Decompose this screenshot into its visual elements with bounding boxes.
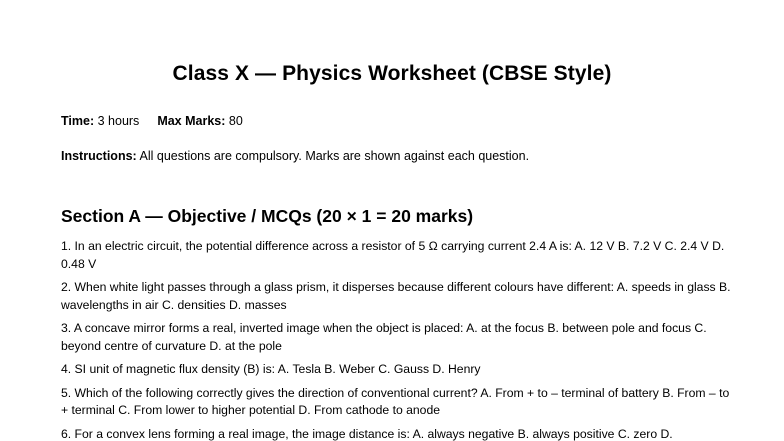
section-a-heading: Section A — Objective / MCQs (20 × 1 = 20 marks) [61, 206, 474, 226]
max-marks-value: 80 [228, 114, 243, 128]
question-list [61, 238, 733, 441]
instructions-text: All questions are compulsory. Marks are shown against each question. [139, 149, 530, 163]
question-5: 5. Which of the following correctly gives the direction of conventional current? A. From + to – terminal of battery B. From – to + terminal C. From lower to higher potential D. From cathode to anode [61, 385, 730, 417]
question-1: 1. In an electric circuit, the potential difference across a resistor of 5 Ω carrying current 2.4 A is: A. 12 V B. 7.2 V C. 2.4 V D. 0.48 V [61, 239, 725, 271]
instructions-label: Instructions: [61, 149, 137, 163]
question-4: 4. SI unit of magnetic flux density (B) is: A. Tesla B. Weber C. Gauss D. Henry [61, 362, 481, 376]
page-title: Class X — Physics Worksheet (CBSE Style) [172, 62, 612, 85]
instructions [61, 149, 529, 163]
time-value: 3 hours [97, 114, 140, 128]
exam-meta [61, 114, 243, 128]
question-2: 2. When white light passes through a glass prism, it disperses because different colours have different: A. speeds in glass B. wavelengths in air C. densities D. masses [61, 280, 731, 312]
time-label: Time: [61, 114, 95, 128]
question-6: 6. For a convex lens forming a real image, the image distance is: A. always negative B. always positive C. zero D. [61, 426, 673, 441]
max-marks-label: Max Marks: [157, 114, 226, 128]
question-3: 3. A concave mirror forms a real, inverted image when the object is placed: A. at the focus B. between pole and focus C. beyond centre of curvature D. at the pole [61, 321, 707, 353]
